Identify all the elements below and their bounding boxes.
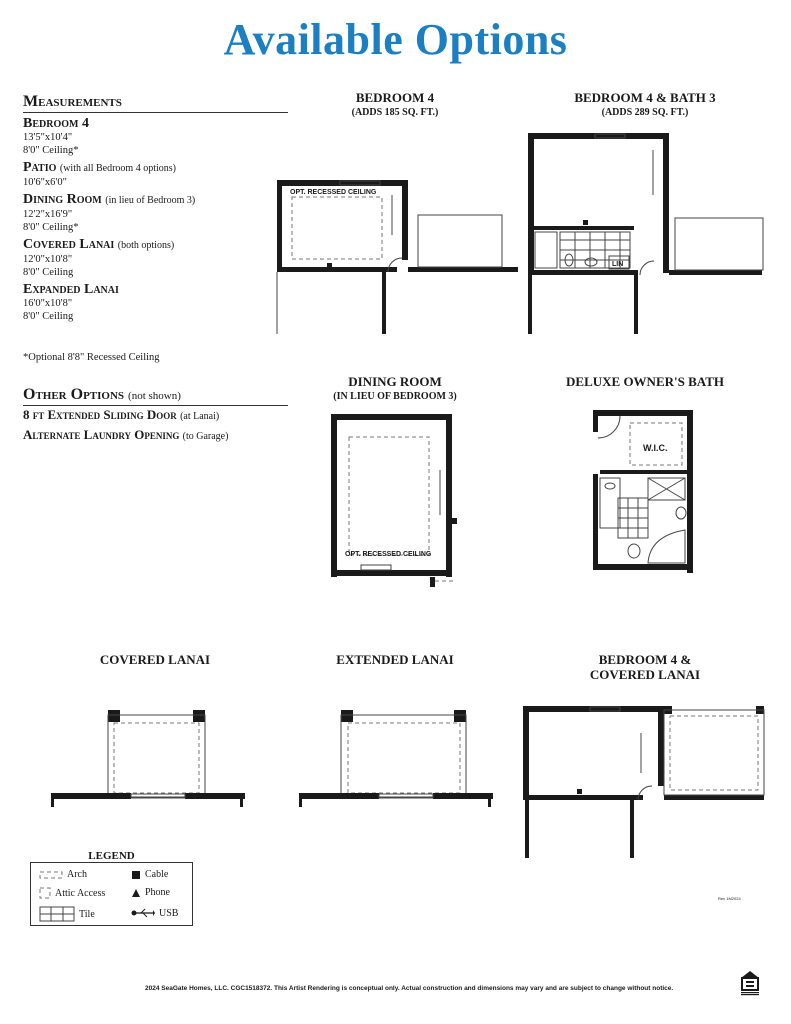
wall	[664, 795, 764, 800]
measurements-heading: Measurements	[23, 93, 288, 113]
wall	[51, 793, 131, 799]
revision-code: Rev 1M2024	[718, 896, 741, 901]
patio-outline	[675, 218, 763, 270]
column	[454, 710, 466, 722]
item-dimension: 13'5"x10'4"	[23, 132, 73, 143]
wall	[523, 706, 529, 798]
recessed-ceiling-outline	[292, 197, 382, 259]
cable-icon	[131, 870, 141, 880]
wall-stub	[240, 799, 243, 807]
wall	[185, 793, 245, 799]
wall	[658, 706, 664, 786]
legend	[30, 850, 193, 926]
sink	[676, 507, 686, 519]
legend-item-attic-access	[39, 887, 105, 899]
item-ceiling: 8'0" Ceiling*	[23, 222, 79, 233]
linen-label: LIN	[612, 261, 624, 268]
plan-label-covered-lanai	[70, 652, 240, 667]
footer-disclaimer: 2024 SeaGate Homes, LLC. CGC1518372. This Artist Rendering is conceptual only. Actual construction and dimensions may vary and are subject to change without notice.	[145, 985, 674, 992]
measurement-item	[23, 160, 288, 189]
wall	[534, 226, 634, 230]
patio-outline	[418, 215, 502, 267]
tub	[535, 232, 557, 268]
legend-title: LEGEND	[88, 850, 135, 862]
item-dimension: 12'0"x10'8"	[23, 254, 73, 265]
wall	[528, 270, 638, 275]
wall-stub	[430, 577, 435, 587]
legend-label: Tile	[79, 908, 95, 920]
item-ceiling: 8'0" Ceiling	[23, 311, 74, 322]
vanity	[600, 478, 620, 528]
other-options-section	[23, 386, 288, 446]
item-ceiling: 8'0" Ceiling*	[23, 145, 79, 156]
bedroom4-floorplan	[270, 175, 520, 340]
wall	[446, 414, 452, 577]
wall	[331, 414, 451, 420]
legend-label: Phone	[145, 887, 170, 898]
door-swing	[640, 261, 654, 275]
wall	[525, 800, 529, 858]
wall	[528, 275, 532, 334]
extended-lanai-floorplan	[296, 705, 496, 810]
equal-housing-opportunity-logo	[740, 970, 760, 996]
other-option-item	[23, 406, 288, 426]
legend-label: Cable	[145, 869, 169, 880]
lanai-ceiling	[670, 716, 758, 790]
lanai-outline	[664, 710, 764, 795]
wall	[593, 410, 693, 416]
plan-title: DELUXE OWNER'S BATH	[566, 374, 724, 389]
lanai-outline	[341, 715, 466, 797]
item-ceiling: 8'0" Ceiling	[23, 267, 74, 278]
attic-access-icon	[39, 887, 51, 899]
phone-icon	[131, 888, 141, 898]
plan-subtitle: (IN LIEU OF BEDROOM 3)	[333, 391, 457, 402]
wall	[634, 270, 638, 334]
covered-lanai-floorplan	[48, 705, 248, 810]
other-option-item	[23, 426, 288, 446]
recessed-ceiling-label: OPT. RECESSED CEILING	[345, 551, 432, 558]
plan-title-line1: BEDROOM 4 &	[598, 652, 692, 667]
page-title: Available Options	[223, 15, 568, 64]
window	[361, 565, 391, 570]
recessed-ceiling-label: OPT. RECESSED CEILING	[290, 189, 377, 196]
wall	[630, 795, 634, 858]
other-options-heading: Other Options	[23, 386, 125, 403]
wall	[687, 410, 693, 573]
lanai-ceiling	[114, 723, 199, 793]
wall	[402, 180, 408, 260]
measurement-item	[23, 282, 288, 323]
dining-room-floorplan	[328, 410, 463, 590]
wall	[600, 470, 687, 474]
plan-label-deluxe-bath	[545, 374, 745, 389]
wall	[408, 267, 518, 272]
plan-subtitle: (ADDS 289 SQ. FT.)	[601, 107, 689, 118]
arch-icon	[39, 870, 63, 880]
cable-icon	[327, 263, 332, 268]
legend-item-usb	[131, 907, 178, 919]
measurements-section	[23, 93, 288, 323]
bedroom4-bath3-floorplan	[525, 130, 770, 340]
legend-label: Arch	[67, 869, 87, 880]
wall	[523, 795, 643, 800]
plan-label-extended-lanai	[310, 652, 480, 667]
wic-label: W.I.C.	[643, 443, 668, 453]
plan-label-bedroom4-covered-lanai	[555, 652, 735, 682]
plan-label-bedroom4	[320, 90, 470, 120]
lanai-ceiling	[348, 723, 460, 793]
plan-title: EXTENDED LANAI	[336, 652, 454, 667]
plan-subtitle: (ADDS 185 SQ. FT.)	[351, 107, 439, 118]
wall-stub	[452, 518, 457, 524]
wall	[299, 793, 379, 799]
legend-item-cable	[131, 869, 168, 880]
recessed-ceiling-outline	[349, 437, 429, 555]
wall	[669, 270, 762, 275]
wall	[277, 267, 397, 272]
usb-icon	[131, 907, 155, 919]
item-note: (in lieu of Bedroom 3)	[105, 195, 196, 206]
tile-icon	[39, 906, 75, 922]
legend-label: Attic Access	[55, 887, 106, 899]
measurement-item	[23, 237, 288, 279]
item-name: Patio	[23, 160, 57, 175]
sink	[585, 258, 597, 266]
plan-title: DINING ROOM	[348, 374, 442, 389]
item-name: Dining Room	[23, 192, 102, 207]
wall	[593, 564, 693, 570]
legend-item-phone	[131, 887, 170, 898]
item-dimension: 10'6"x6'0"	[23, 177, 67, 188]
cable-icon	[577, 789, 582, 794]
option-name: 8 ft Extended Sliding Door	[23, 407, 177, 422]
legend-label: USB	[159, 907, 179, 919]
lanai-outline	[108, 715, 205, 797]
item-name: Bedroom 4	[23, 116, 89, 131]
other-options-note: (not shown)	[128, 390, 181, 402]
measurement-item	[23, 192, 288, 234]
plan-title: BEDROOM 4 & BATH 3	[574, 90, 716, 105]
item-name: Covered Lanai	[23, 237, 115, 252]
legend-item-tile	[39, 906, 95, 922]
item-dimension: 12'2"x16'9"	[23, 209, 73, 220]
deluxe-bath-floorplan	[590, 408, 700, 578]
door-swing	[598, 416, 620, 438]
sink	[605, 483, 615, 489]
plan-title-line2: COVERED LANAI	[589, 667, 701, 682]
wall-stub	[51, 799, 54, 807]
plan-label-dining-room	[310, 374, 480, 404]
wall	[331, 414, 337, 577]
wall	[593, 410, 598, 432]
item-note: (with all Bedroom 4 options)	[59, 163, 176, 174]
wall	[382, 267, 386, 334]
column	[193, 710, 205, 722]
wall	[528, 133, 534, 275]
wall-stub	[299, 799, 302, 807]
wall-stub	[488, 799, 491, 807]
cable-icon	[583, 220, 588, 225]
item-dimension: 16'0"x10'8"	[23, 298, 73, 309]
plan-title: COVERED LANAI	[99, 652, 211, 667]
column	[108, 710, 120, 722]
ceiling-footnote: *Optional 8'8" Recessed Ceiling	[23, 352, 160, 363]
bedroom4-covered-lanai-floorplan	[520, 703, 770, 863]
wall	[593, 474, 598, 569]
wall	[433, 793, 493, 799]
column	[341, 710, 353, 722]
option-note: (at Lanai)	[180, 411, 220, 422]
option-note: (to Garage)	[182, 431, 229, 442]
tub	[648, 530, 685, 563]
option-name: Alternate Laundry Opening	[23, 427, 180, 442]
wall	[663, 133, 669, 273]
legend-box	[30, 862, 193, 926]
measurement-item	[23, 116, 288, 157]
item-note: (both options)	[117, 240, 175, 251]
toilet	[628, 544, 640, 558]
wall	[331, 570, 452, 576]
item-name: Expanded Lanai	[23, 282, 119, 297]
plan-title: BEDROOM 4	[355, 90, 435, 105]
plan-label-bedroom4-bath3	[540, 90, 750, 120]
legend-item-arch	[39, 869, 87, 880]
wall	[277, 180, 282, 272]
